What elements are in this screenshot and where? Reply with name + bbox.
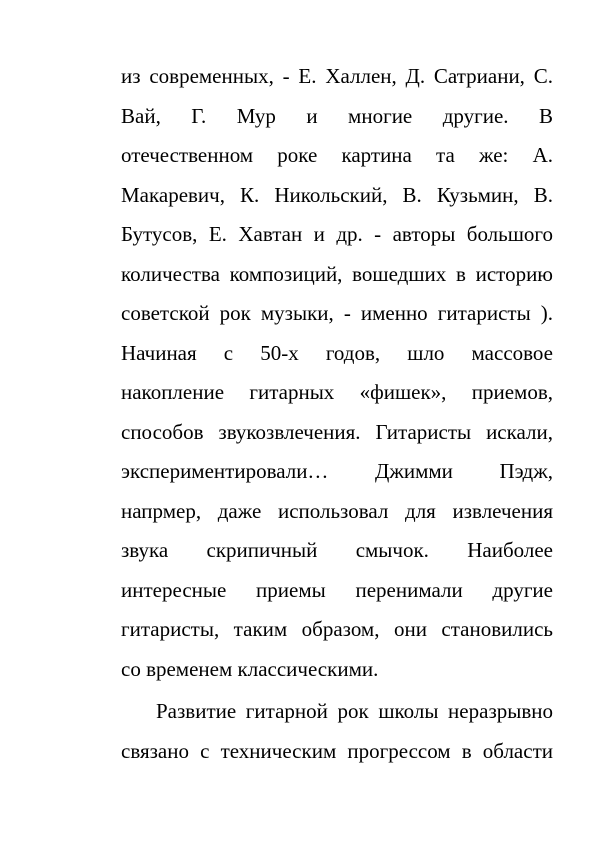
text-line-last: со временем классическими. — [121, 656, 379, 681]
text-line: интересные приемы перенимали другие — [121, 577, 553, 602]
text-line: количества композиций, вошедших в историю — [121, 261, 553, 286]
body-text — [121, 57, 553, 771]
text-line: связано с техническим прогрессом в области — [121, 738, 553, 763]
text-line: отечественном роке картина та же: А. — [121, 143, 553, 167]
text-line: Макаревич, К. Никольский, В. Кузьмин, В. — [121, 182, 553, 207]
text-line: звука скрипичный смычок. Наиболее — [121, 538, 553, 562]
text-line: гитаристы, таким образом, они становились — [121, 617, 553, 641]
text-line: из современных, - Е. Халлен, Д. Сатриани, С. — [121, 64, 553, 88]
text-line: накопление гитарных «фишек», приемов, — [121, 380, 553, 404]
text-line: Бутусов, Е. Хавтан и др. - авторы большого — [121, 222, 553, 246]
text-line: Вай, Г. Мур и многие другие. В — [121, 103, 553, 128]
paragraph-1 — [121, 57, 553, 689]
text-line-first: Развитие гитарной рок школы неразрывно — [156, 699, 553, 723]
paragraph-2 — [121, 692, 553, 771]
text-line: напрмер, даже использовал для извлечения — [121, 498, 553, 523]
text-line: Начиная с 50-х годов, шло массовое — [121, 340, 553, 365]
text-line: способов звукозвлечения. Гитаристы искали, — [121, 419, 553, 444]
text-line: советской рок музыки, - именно гитаристы ). — [121, 301, 553, 325]
text-line: экспериментировали… Джимми Пэдж, — [121, 459, 553, 483]
